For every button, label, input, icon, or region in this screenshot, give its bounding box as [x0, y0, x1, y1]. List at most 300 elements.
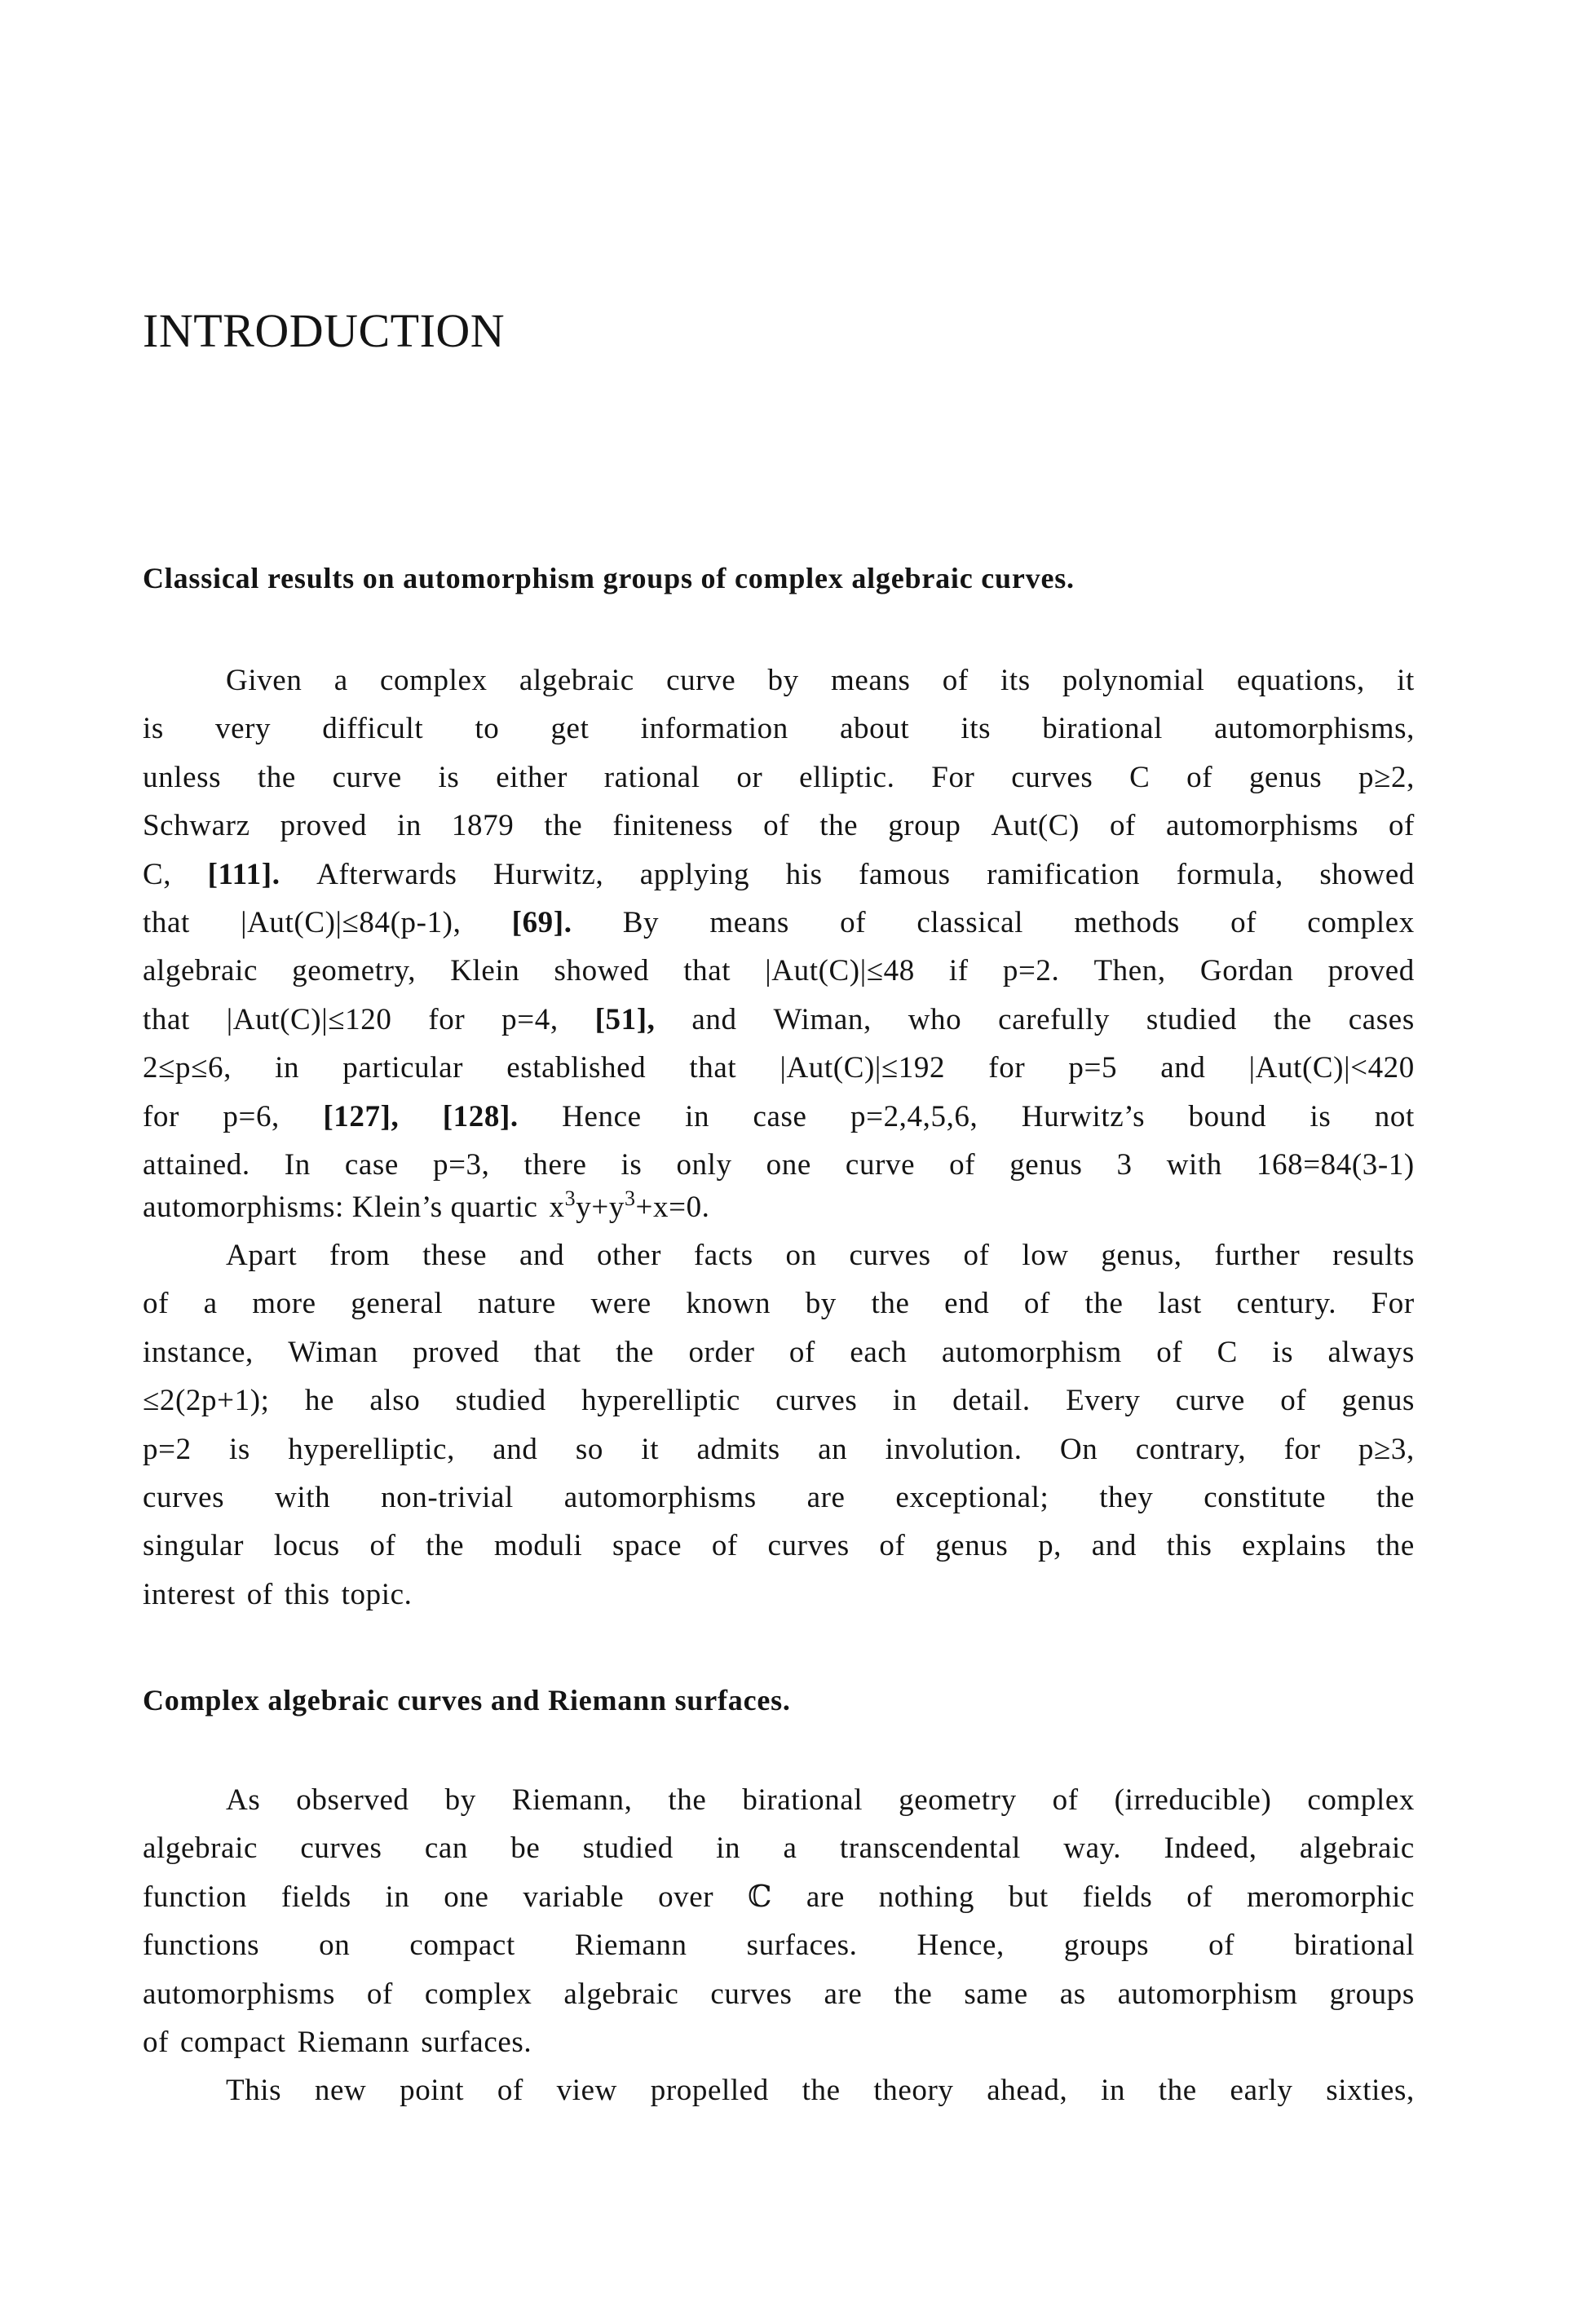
word: for	[988, 1051, 1026, 1085]
word: automorphisms	[143, 1977, 335, 2011]
word: ≤2(2p+1);	[143, 1384, 270, 1418]
formula-mid: y+y	[576, 1191, 625, 1224]
word: who	[908, 1002, 962, 1036]
word: automorphism	[941, 1335, 1122, 1369]
text-line	[143, 952, 1415, 993]
word: genus	[1341, 1384, 1415, 1418]
word: that	[143, 1002, 190, 1036]
word: facts	[693, 1239, 753, 1272]
word: new	[314, 2074, 367, 2107]
word: This	[226, 2074, 282, 2107]
word: not	[1374, 1099, 1415, 1133]
word: the	[1376, 1481, 1415, 1514]
word: it	[1397, 664, 1415, 697]
word: ramification	[987, 857, 1141, 891]
word: information	[640, 712, 788, 746]
word: Aut(C)	[991, 809, 1080, 843]
word: is	[229, 1432, 250, 1466]
word: of	[942, 664, 969, 697]
word: that	[683, 954, 731, 988]
word: On	[1059, 1432, 1098, 1466]
word: more	[252, 1287, 316, 1321]
word: this	[1166, 1529, 1212, 1563]
text-line	[143, 1098, 1415, 1139]
word: p=3,	[432, 1148, 490, 1182]
word: classical	[916, 906, 1024, 939]
word: in	[685, 1099, 710, 1133]
word: Afterwards	[316, 857, 457, 891]
word: century.	[1236, 1287, 1337, 1321]
word: of	[143, 2026, 170, 2059]
word: 2≤p≤6,	[143, 1051, 232, 1085]
word: 3	[1116, 1148, 1133, 1182]
text-line	[143, 904, 1415, 945]
word: for	[143, 1099, 179, 1133]
word: one	[766, 1148, 811, 1182]
word: Hurwitz,	[493, 857, 604, 891]
text-line	[143, 1927, 1415, 1968]
word: curves	[775, 1384, 858, 1418]
word: case	[344, 1148, 399, 1182]
word: Wiman,	[773, 1002, 872, 1036]
word: groups	[1063, 1929, 1150, 1963]
text-line	[226, 1782, 1415, 1823]
word: curves	[849, 1239, 931, 1272]
citation-reference: [51],	[594, 1002, 656, 1036]
word: as	[1059, 1977, 1086, 2011]
word: in	[716, 1831, 741, 1866]
word: same	[964, 1977, 1028, 2011]
word: the	[616, 1335, 655, 1369]
text-line	[143, 1479, 1415, 1520]
word: curves	[143, 1481, 225, 1514]
word: Riemann	[574, 1929, 687, 1963]
word: with	[275, 1481, 331, 1514]
word: difficult	[322, 712, 424, 746]
word: there	[523, 1148, 587, 1182]
word: low	[1022, 1239, 1069, 1272]
word: each	[850, 1335, 908, 1369]
word: if	[948, 954, 969, 988]
word: hyperelliptic	[581, 1384, 740, 1418]
word: only	[676, 1148, 732, 1182]
page-title: INTRODUCTION	[143, 304, 506, 357]
word: that	[533, 1335, 581, 1369]
word: its	[1000, 664, 1031, 697]
word: of	[1109, 809, 1136, 843]
word: sixties,	[1326, 2074, 1415, 2107]
word: Riemann	[297, 2026, 410, 2059]
word: observed	[296, 1783, 409, 1817]
word: be	[510, 1831, 541, 1866]
word: surfaces.	[746, 1929, 858, 1963]
word: interest	[143, 1577, 236, 1611]
word: and	[1160, 1051, 1206, 1085]
word: is	[438, 760, 460, 794]
word: Klein	[450, 954, 520, 988]
word: unless	[143, 760, 222, 794]
word: explains	[1242, 1529, 1347, 1563]
word: case	[753, 1099, 807, 1133]
word: that	[143, 906, 190, 939]
word: variable	[523, 1880, 625, 1914]
word: is	[143, 712, 164, 746]
word: function	[143, 1880, 248, 1914]
formula-tail: +x=0.	[635, 1191, 710, 1224]
word: |Aut(C)|<420	[1248, 1051, 1415, 1085]
word: of	[1156, 1335, 1183, 1369]
word: non-trivial	[381, 1481, 514, 1514]
word: birational	[1294, 1929, 1415, 1963]
word: by	[444, 1783, 476, 1817]
word: compact	[180, 2026, 286, 2059]
word: of	[143, 1287, 170, 1321]
word: Riemann,	[511, 1783, 633, 1817]
word: Apart	[226, 1239, 298, 1272]
word: the	[544, 809, 583, 843]
word: of	[1052, 1783, 1079, 1817]
word: an	[818, 1432, 848, 1466]
word: about	[840, 712, 910, 746]
word: curves	[710, 1977, 793, 2011]
word: contrary,	[1135, 1432, 1247, 1466]
word: of	[497, 2074, 523, 2107]
word: Indeed,	[1164, 1831, 1257, 1866]
word: genus	[1009, 1148, 1083, 1182]
word: birational	[1042, 712, 1164, 746]
word: theory	[873, 2074, 954, 2107]
word: genus	[935, 1529, 1009, 1563]
word: one	[444, 1880, 489, 1914]
word: point	[400, 2074, 465, 2107]
word: ℂ	[748, 1880, 773, 1914]
word: of	[1186, 1880, 1213, 1914]
word: compact	[409, 1929, 515, 1963]
word: established	[506, 1051, 647, 1085]
word: Then,	[1093, 954, 1166, 988]
word: |Aut(C)|≤48	[765, 954, 915, 988]
formula-x: x	[549, 1191, 565, 1224]
word: polynomial	[1062, 664, 1205, 697]
klein-quartic-formula	[549, 1186, 710, 1230]
word: is	[1310, 1099, 1332, 1133]
word: functions	[143, 1929, 260, 1963]
word: Given	[226, 664, 303, 697]
word: are	[806, 1880, 845, 1914]
word: As	[226, 1783, 261, 1817]
word: p≥2,	[1358, 760, 1415, 794]
word: curve	[1175, 1384, 1245, 1418]
word: C	[1129, 760, 1151, 794]
word: last	[1158, 1287, 1202, 1321]
word: p=2,4,5,6,	[850, 1099, 978, 1133]
word: for	[428, 1002, 466, 1036]
word: of	[1208, 1929, 1235, 1963]
word: further	[1214, 1239, 1301, 1272]
text-line	[226, 2072, 1415, 2113]
word: for	[1283, 1432, 1321, 1466]
word: of	[879, 1529, 906, 1563]
text-line	[143, 1431, 1415, 1472]
word: p,	[1038, 1529, 1062, 1563]
word: the	[802, 2074, 841, 2107]
text-line	[143, 1879, 1415, 1920]
word: attained.	[143, 1148, 250, 1182]
word: or	[736, 760, 763, 794]
text-line	[143, 856, 1415, 897]
word: meromorphic	[1247, 1880, 1415, 1914]
word: fields	[280, 1880, 351, 1914]
word: finiteness	[612, 809, 734, 843]
text-line	[143, 1382, 1415, 1423]
word: nothing	[878, 1880, 974, 1914]
word: nature	[477, 1287, 556, 1321]
word: curve	[845, 1148, 916, 1182]
word: By	[622, 906, 660, 939]
word: of	[1023, 1287, 1050, 1321]
word: applying	[639, 857, 750, 891]
word: singular	[143, 1529, 245, 1563]
word: Hence	[562, 1099, 642, 1133]
word: view	[556, 2074, 617, 2107]
word: Hence,	[916, 1929, 1005, 1963]
section-heading-riemann-surfaces: Complex algebraic curves and Riemann surfaces.	[143, 1684, 791, 1716]
word: algebraic	[143, 954, 258, 988]
word: in	[396, 809, 422, 843]
word: the	[819, 809, 859, 843]
word: carefully	[998, 1002, 1110, 1036]
word: genus,	[1101, 1239, 1182, 1272]
word: are	[824, 1977, 863, 2011]
word: ahead,	[987, 2074, 1068, 2107]
formula-exponent-2: 3	[624, 1186, 636, 1210]
word: of	[1280, 1384, 1307, 1418]
word: famous	[859, 857, 951, 891]
word: and	[492, 1432, 538, 1466]
word: cases	[1348, 1002, 1415, 1036]
word: Every	[1066, 1384, 1141, 1418]
section-heading-classical-results: Classical results on automorphism groups of complex algebraic curves.	[143, 562, 1075, 594]
word: 1879	[451, 809, 515, 843]
word: of	[1230, 906, 1257, 939]
word: general	[351, 1287, 444, 1321]
word: of	[369, 1529, 396, 1563]
word: Schwarz	[143, 809, 250, 843]
text-line	[143, 1576, 1415, 1617]
word: in	[892, 1384, 917, 1418]
word: and	[1091, 1529, 1137, 1563]
text-line	[143, 1049, 1415, 1090]
text-line	[143, 710, 1415, 751]
word: methods	[1074, 906, 1180, 939]
word: complex	[1307, 906, 1415, 939]
citation-reference: [111].	[207, 857, 280, 891]
word: either	[496, 760, 568, 794]
word: particular	[342, 1051, 464, 1085]
word: automorphism	[1117, 1977, 1298, 2011]
word: p=2.	[1002, 954, 1060, 988]
text-line	[143, 1527, 1415, 1568]
word: way.	[1063, 1831, 1122, 1866]
word: hyperelliptic,	[288, 1432, 455, 1466]
word: algebraic	[1299, 1831, 1415, 1866]
word: of	[963, 1239, 990, 1272]
word: studied	[582, 1831, 674, 1866]
word: and	[519, 1239, 565, 1272]
quartic-lead-text: automorphisms: Klein’s quartic	[143, 1191, 538, 1224]
word: Gordan	[1199, 954, 1294, 988]
word: detail.	[952, 1384, 1031, 1418]
word: moduli	[493, 1529, 583, 1563]
word: of	[788, 1335, 815, 1369]
word: by	[767, 664, 799, 697]
word: algebraic	[143, 1831, 258, 1866]
word: known	[686, 1287, 771, 1321]
text-line	[226, 1237, 1415, 1278]
word: its	[961, 712, 992, 746]
word: end	[944, 1287, 990, 1321]
word: over	[658, 1880, 714, 1914]
text-line	[143, 1001, 1415, 1042]
word: but	[1008, 1880, 1049, 1914]
word: of	[840, 906, 867, 939]
word: space	[612, 1529, 682, 1563]
word: |Aut(C)|≤84(p-1),	[241, 906, 462, 939]
word: a	[203, 1287, 218, 1321]
word: curve	[332, 760, 402, 794]
word: he	[304, 1384, 334, 1418]
word: curves	[300, 1831, 382, 1866]
word: always	[1327, 1335, 1415, 1369]
text-line	[226, 662, 1415, 703]
word: fields	[1082, 1880, 1153, 1914]
word: of	[949, 1148, 976, 1182]
word: to	[475, 712, 500, 746]
citation-reference: [128].	[442, 1099, 519, 1133]
word: can	[424, 1831, 468, 1866]
word: results	[1332, 1239, 1415, 1272]
text-line	[143, 1976, 1415, 2017]
word: genus	[1248, 760, 1323, 794]
word: Hurwitz’s	[1021, 1099, 1146, 1133]
word: Wiman	[288, 1335, 378, 1369]
word: from	[329, 1239, 391, 1272]
word: curve	[666, 664, 736, 697]
word: complex	[424, 1977, 532, 2011]
word: complex	[1307, 1783, 1415, 1817]
word: |Aut(C)|≤120	[226, 1002, 392, 1036]
word: the	[894, 1977, 933, 2011]
word: the	[1158, 2074, 1197, 2107]
word: of	[711, 1529, 738, 1563]
word: of	[1388, 809, 1415, 843]
word: of	[366, 1977, 393, 2011]
word: equations,	[1236, 664, 1365, 697]
word: instance,	[143, 1335, 254, 1369]
word: in	[385, 1880, 410, 1914]
word: showed	[1319, 857, 1415, 891]
word: For	[1371, 1287, 1415, 1321]
word: of	[1186, 760, 1213, 794]
word: involution.	[885, 1432, 1022, 1466]
word: in	[1101, 2074, 1126, 2107]
word: the	[871, 1287, 910, 1321]
word: on	[785, 1239, 817, 1272]
word: For	[931, 760, 975, 794]
text-line	[143, 1285, 1415, 1326]
word: of	[246, 1577, 273, 1611]
citation-reference: [69].	[511, 906, 572, 939]
word: the	[1273, 1002, 1312, 1036]
word: the	[1376, 1529, 1415, 1563]
word: these	[422, 1239, 488, 1272]
word: it	[641, 1432, 660, 1466]
word: algebraic	[519, 664, 634, 697]
word: bound	[1188, 1099, 1267, 1133]
word: p=2	[143, 1432, 192, 1466]
word: with	[1166, 1148, 1222, 1182]
word: automorphisms	[1165, 809, 1358, 843]
word: get	[550, 712, 590, 746]
word: formula,	[1176, 857, 1283, 891]
word: constitute	[1204, 1481, 1327, 1514]
word: were	[590, 1287, 651, 1321]
word: studied	[1146, 1002, 1237, 1036]
word: complex	[379, 664, 488, 697]
word: C,	[143, 857, 172, 891]
word: |Aut(C)|≤192	[780, 1051, 946, 1085]
citation-reference: [127],	[323, 1099, 400, 1133]
word: by	[805, 1287, 837, 1321]
word: order	[688, 1335, 755, 1369]
word: so	[575, 1432, 603, 1466]
word: group	[888, 809, 961, 843]
word: proved	[1327, 954, 1415, 988]
word: automorphisms,	[1214, 712, 1415, 746]
word: locus	[273, 1529, 340, 1563]
word: transcendental	[839, 1831, 1021, 1866]
word: very	[215, 712, 272, 746]
word: on	[319, 1929, 351, 1963]
text-line	[143, 807, 1415, 848]
word: curves	[767, 1529, 850, 1563]
text-line	[143, 1334, 1415, 1375]
word: other	[597, 1239, 662, 1272]
word: the	[1084, 1287, 1124, 1321]
word: admits	[696, 1432, 780, 1466]
word: are	[806, 1481, 846, 1514]
word: (irreducible)	[1114, 1783, 1272, 1817]
text-line-klein-quartic	[143, 1186, 1415, 1230]
word: is	[1272, 1335, 1294, 1369]
word: of	[763, 809, 790, 843]
word: proved	[280, 809, 367, 843]
word: in	[275, 1051, 300, 1085]
word: geometry,	[292, 954, 417, 988]
word: curves	[1011, 760, 1093, 794]
word: algebraic	[563, 1977, 679, 2011]
text-line	[143, 1147, 1415, 1187]
word: also	[369, 1384, 421, 1418]
word: geometry	[899, 1783, 1017, 1817]
word: means	[709, 906, 789, 939]
word: studied	[455, 1384, 546, 1418]
word: elliptic.	[799, 760, 895, 794]
formula-exponent-1: 3	[564, 1186, 576, 1210]
word: the	[668, 1783, 707, 1817]
word: C	[1217, 1335, 1238, 1369]
text-line	[143, 2024, 1415, 2065]
